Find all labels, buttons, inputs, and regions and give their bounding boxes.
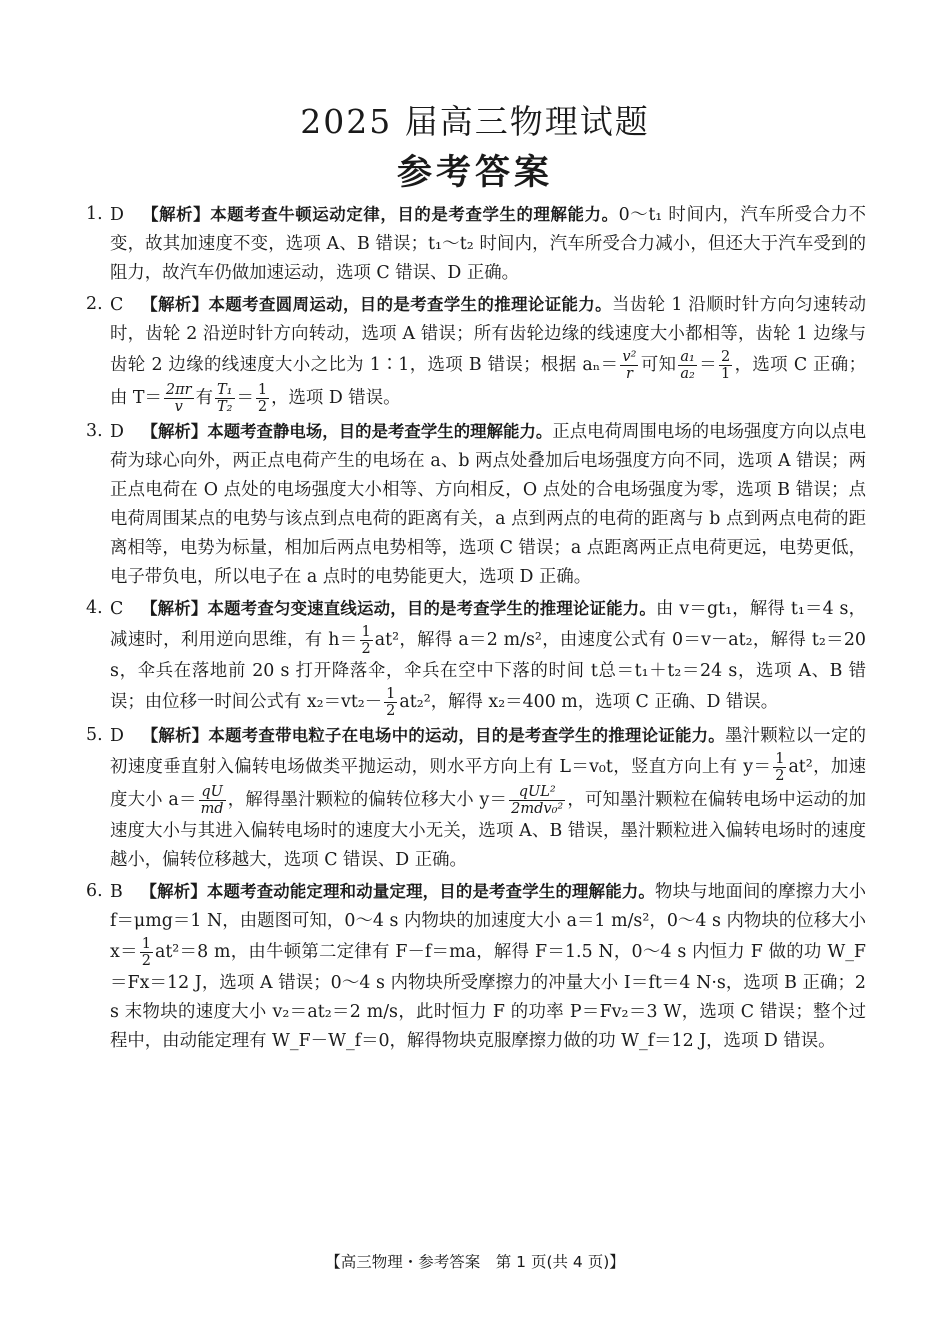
page-footer: 【高三物理・参考答案 第 1 页(共 4 页)】 (325, 1253, 625, 1271)
fraction: $\frac{1}{2}$ (141, 936, 151, 969)
analysis-text: 0～t₁ 时间内，汽车所受合力不变，故其加速度不变，选项 A、B 错误；t₁～t₂ 时间内，汽车所受合力减小，但还大于汽车受到的阻力，故汽车仍做加速运动，选项 C 错误、D 正确。 (110, 205, 867, 283)
fraction: $\frac{1}{2}$ (257, 382, 268, 415)
analysis-highlight: 本题考查静电场，目的是考查学生的理解能力。 (207, 422, 553, 441)
analysis-tag: 【解析】 (142, 205, 211, 224)
answer-list (86, 200, 866, 1058)
analysis-highlight: 本题考查圆周运动，目的是考查学生的推理论证能力。 (208, 295, 612, 314)
analysis-text: 墨汁颗粒以一定的初速度垂直射入偏转电场做类平抛运动，则水平方向上有 L＝v₀t，竖直方向上有 y＝ (110, 726, 867, 777)
fraction: $\frac{\text{v²}}{r}$ (622, 349, 637, 382)
answer-letter: D (110, 422, 124, 442)
fraction: $\frac{1}{2}$ (361, 624, 371, 657)
analysis-text: 正点电荷周围电场的电场强度方向以点电荷为球心向外，两正点电荷产生的电场在 a、b 两点处叠加后电场强度方向不同，选项 A 错误；两正点电荷在 O 点处的电场强度大小相等、方向相反，O 点处的合电场强度为零，选项 B 错误；点电荷周围某点的电势与该点到点电荷的距离有关，a 点到两点的电荷的距离与 b 点到两点电荷的距离相等，电势为标量，相加后两点电势相等，选项 C 错误；a 点距离两正点电荷更远，电势更低，电子带负电，所以电子在 a 点时的电势能更大，选项 D 正确。 (110, 422, 867, 587)
analysis-highlight: 本题考查牛顿运动定律，目的是考查学生的理解能力。 (210, 205, 619, 224)
question-number: 4. (86, 598, 103, 618)
question-1 (86, 200, 866, 288)
analysis-text: 由 v＝gt₁，解得 t₁＝4 s，减速时，利用逆向思维，有 h＝ (110, 599, 867, 650)
question-number: 3. (86, 421, 103, 441)
analysis-tag: 【解析】 (141, 726, 209, 745)
question-6: 6. B 【解析】本题考查动能定理和动量定理，目的是考查学生的理解能力。物块与地面间的摩擦力大小 f＝μmg＝1 N，由题图可知，0～4 s 内物块的加速度大小 a＝1 m/s²，0～4 s 内物块的位移大小 x＝ $\frac{1}{2}$ at²＝8 m，由牛顿第二定律有 F－f＝ma，解得 F＝1.5 N，0～4 s 内恒力 F 做的功 W_F＝Fx＝12 J，选项 A 错误；0～4 s 内物块所受摩擦力的冲量大小 I＝ft＝4 N·s，选项 B 正确；2 s 末物块的速度大小 v₂＝at₂＝2 m/s，此时恒力 F 的功率 P＝Fv₂＝3 W，选项 C 错误；整个过程中，由动能定理有 W_F－W_f＝0，解得物块克服摩擦力做的功 W_f＝12 J，选项 D 错误。 (86, 877, 866, 1056)
analysis-tag: 【解析】 (141, 599, 208, 618)
fraction: $\frac{\text{T₁}}{\text{T₂}}$ (217, 382, 233, 415)
fraction: $\frac{1}{2}$ (775, 751, 785, 784)
question-4: 4. C 【解析】本题考查匀变速直线运动，目的是考查学生的推理论证能力。由 v＝gt₁，解得 t₁＝4 s，减速时，利用逆向思维，有 h＝ $\frac{1}{2}$ at²，解得 a＝2 m/s²，由速度公式有 0＝v－at₂，解得 t₂＝20 s，伞兵在落地前 20 s 打开降落伞，伞兵在空中下落的时间 t总＝t₁＋t₂＝24 s，选项 A、B 错误；由位移一时间公式有 x₂＝vt₂－ $\frac{1}{2}$ at₂²，解得 x₂＝400 m，选项 C 正确、D 错误。 (86, 594, 866, 719)
analysis-highlight: 本题考查动能定理和动量定理，目的是考查学生的理解能力。 (206, 882, 656, 901)
fraction: $\frac{\text{a₁}}{\text{a₂}}$ (680, 349, 695, 382)
analysis-highlight: 本题考查带电粒子在电场中的运动，目的是考查学生的推理论证能力。 (208, 726, 725, 745)
answer-letter: D (110, 205, 124, 225)
answer-letter: B (110, 882, 123, 902)
fraction: $\frac{1}{2}$ (386, 686, 396, 719)
analysis-text: 当齿轮 1 沿顺时针方向匀速转动时，齿轮 2 沿逆时针方向转动，选项 A 错误；所有齿轮边缘的线速度大小都相等，齿轮 1 边缘与齿轮 2 边缘的线速度大小之比为 1∶1，选项 B 错误；根据 aₙ＝ (110, 295, 867, 375)
question-number: 2. (86, 294, 103, 314)
question-number: 5. (86, 725, 103, 745)
answer-letter: C (110, 295, 124, 315)
question-3 (86, 417, 866, 592)
question-number: 1. (86, 204, 103, 224)
analysis-tag: 【解析】 (141, 422, 208, 441)
analysis-text: 物块与地面间的摩擦力大小 f＝μmg＝1 N，由题图可知，0～4 s 内物块的加速度大小 a＝1 m/s²，0～4 s 内物块的位移大小 x＝ (110, 882, 866, 962)
analysis-tag: 【解析】 (141, 295, 209, 314)
question-2: 2. C 【解析】本题考查圆周运动，目的是考查学生的推理论证能力。当齿轮 1 沿顺时针方向匀速转动时，齿轮 2 沿逆时针方向转动，选项 A 错误；所有齿轮边缘的线速度大小都相等，齿轮 1 边缘与齿轮 2 边缘的线速度大小之比为 1∶1，选项 B 错误；根据 aₙ＝ $\frac{\text{v²}}{r}$ 可知 $\frac{\text{a₁}}{\text{a₂}}$ ＝ $\frac{2}{1}$ ，选项 C 正确；由 T＝ $\frac{2\pi r}{v}$ 有 $\frac{\text{T₁}}{\text{T₂}}$ ＝ $\frac{1}{2}$ ，选项 D 错误。 (86, 290, 866, 415)
fraction: $\frac{2}{1}$ (720, 349, 731, 382)
analysis-highlight: 本题考查匀变速直线运动，目的是考查学生的推理论证能力。 (207, 599, 656, 618)
analysis-tag: 【解析】 (140, 882, 207, 901)
question-5: 5. D 【解析】本题考查带电粒子在电场中的运动，目的是考查学生的推理论证能力。墨汁颗粒以一定的初速度垂直射入偏转电场做类平抛运动，则水平方向上有 L＝v₀t，竖直方向上有 y＝ $\frac{1}{2}$ at²，加速度大小 a＝ $\frac{qU}{md}$ ，解得墨汁颗粒的偏转位移大小 y＝ $\frac{\text{qUL²}}{\text{2mdv₀²}}$ ，可知墨汁颗粒在偏转电场中运动的加速度大小与其进入偏转电场时的速度大小无关，选项 A、B 错误，墨汁颗粒进入偏转电场时的速度越小，偏转位移越大，选项 C 错误、D 正确。 (86, 721, 866, 875)
fraction: $\frac{2\pi r}{v}$ (165, 382, 192, 415)
answer-letter: C (110, 599, 124, 619)
answer-letter: D (110, 726, 124, 746)
question-number: 6. (86, 881, 103, 901)
page-title: 2025 届高三物理试题 (300, 102, 650, 141)
fraction: $\frac{\text{qUL²}}{\text{2mdv₀²}}$ (511, 784, 564, 817)
page-subtitle: 参考答案 (396, 152, 553, 193)
fraction: $\frac{qU}{md}$ (200, 784, 224, 817)
